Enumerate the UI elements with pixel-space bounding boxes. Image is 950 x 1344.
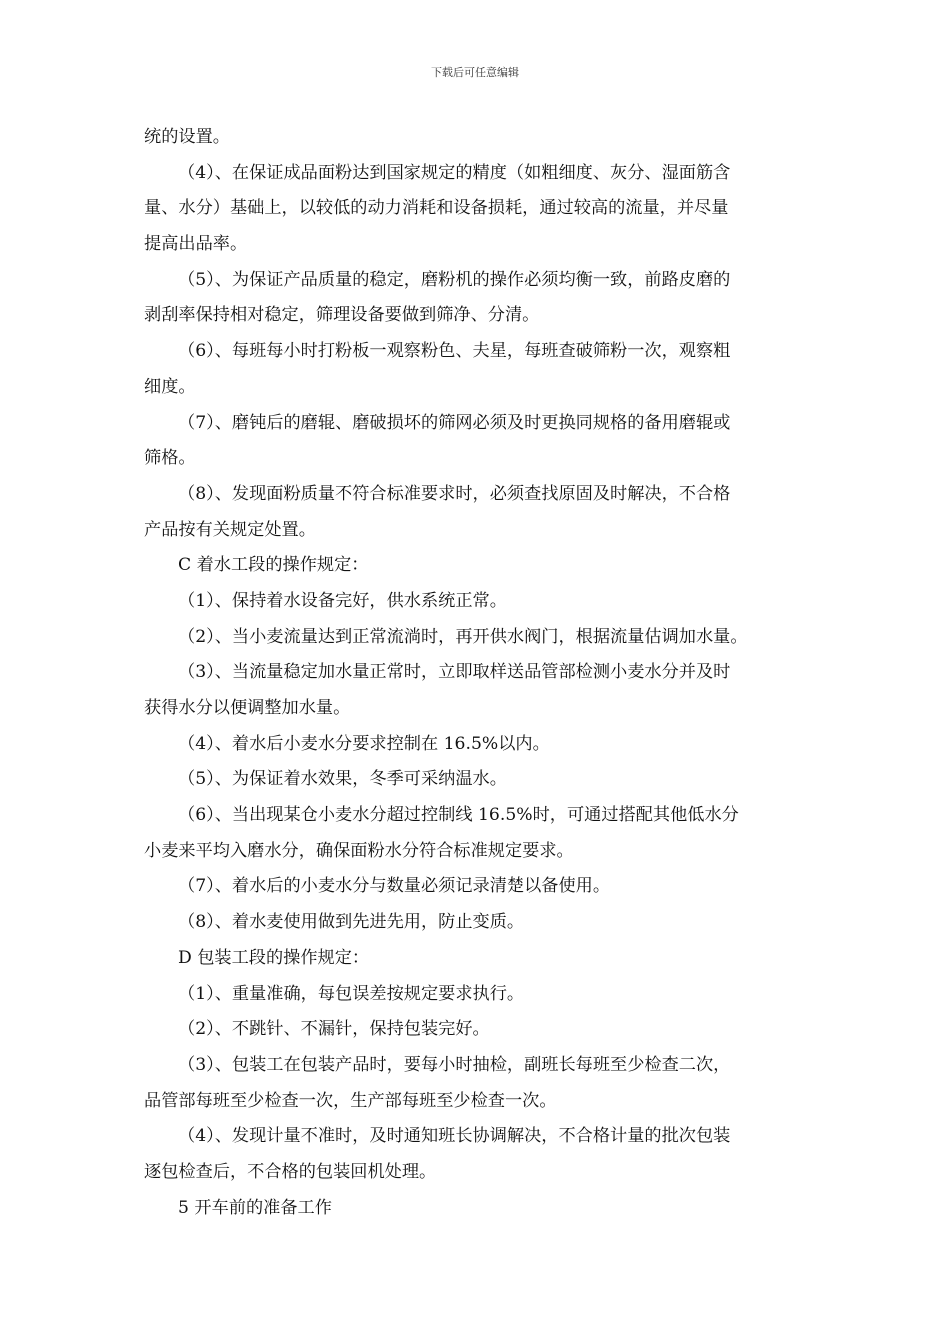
text-line: （6）、每班每小时打粉板一观察粉色、夫星，每班查破筛粉一次，观察粗: [178, 341, 731, 362]
text-line: 筛格。: [144, 448, 196, 469]
text-line: （4）、发现计量不准时，及时通知班长协调解决，不合格计量的批次包装: [178, 1126, 731, 1147]
text-line: 逐包检查后，不合格的包装回机处理。: [144, 1161, 437, 1182]
text-line: （3）、当流量稳定加水量正常时，立即取样送品管部检测小麦水分并及时: [178, 662, 731, 683]
text-line: （8）、发现面粉质量不符合标准要求时，必须查找原固及时解决，不合格: [178, 483, 731, 504]
text-line: 产品按有关规定处置。: [144, 519, 316, 540]
text-line: （4）、在保证成品面粉达到国家规定的精度（如粗细度、灰分、湿面筋含: [178, 162, 731, 183]
text-line: D 包装工段的操作规定：: [178, 947, 370, 968]
text-line: 小麦来平均入磨水分，确保面粉水分符合标准规定要求。: [144, 840, 574, 861]
text-line: （5）、为保证着水效果，冬季可采纳温水。: [178, 769, 507, 790]
text-line: （8）、着水麦使用做到先进先用，防止变质。: [178, 912, 525, 933]
document-body: [144, 120, 808, 1226]
text-line: 统的设置。: [144, 127, 230, 147]
text-line: 剥刮率保持相对稳定，筛理设备要做到筛净、分清。: [144, 305, 540, 326]
text-line: （3）、包装工在包装产品时，要每小时抽检，副班长每班至少检查二次，: [178, 1054, 731, 1075]
text-line: 提高出品率。: [144, 234, 248, 255]
text-line: （6）、当出现某仓小麦水分超过控制线 16.5%时，可通过搭配其他低水分: [178, 805, 739, 826]
page-header: 下载后可任意编辑: [431, 66, 519, 79]
text-line: C 着水工段的操作规定：: [178, 555, 369, 576]
text-line: （7）、磨钝后的磨辊、磨破损坏的筛网必须及时更换同规格的备用磨辊或: [178, 412, 731, 433]
text-line: 5 开车前的准备工作: [178, 1197, 332, 1218]
text-line: （5）、为保证产品质量的稳定，磨粉机的操作必须均衡一致，前路皮磨的: [178, 269, 731, 290]
text-line: （2）、当小麦流量达到正常流淌时，再开供水阀门，根据流量估调加水量。: [178, 626, 748, 647]
text-line: （2）、不跳针、不漏针，保持包装完好。: [178, 1019, 490, 1040]
text-line: 品管部每班至少检查一次，生产部每班至少检查一次。: [144, 1090, 557, 1111]
text-line: 细度。: [144, 376, 196, 397]
text-line: （1）、重量准确，每包误差按规定要求执行。: [178, 983, 525, 1004]
text-line: （4）、着水后小麦水分要求控制在 16.5%以内。: [178, 733, 550, 754]
text-line: （7）、着水后的小麦水分与数量必须记录清楚以备使用。: [178, 876, 611, 897]
text-line: （1）、保持着水设备完好，供水系统正常。: [178, 590, 507, 611]
text-line: 量、水分）基础上，以较低的动力消耗和设备损耗，通过较高的流量，并尽量: [144, 198, 729, 219]
text-line: 获得水分以便调整加水量。: [144, 698, 351, 718]
